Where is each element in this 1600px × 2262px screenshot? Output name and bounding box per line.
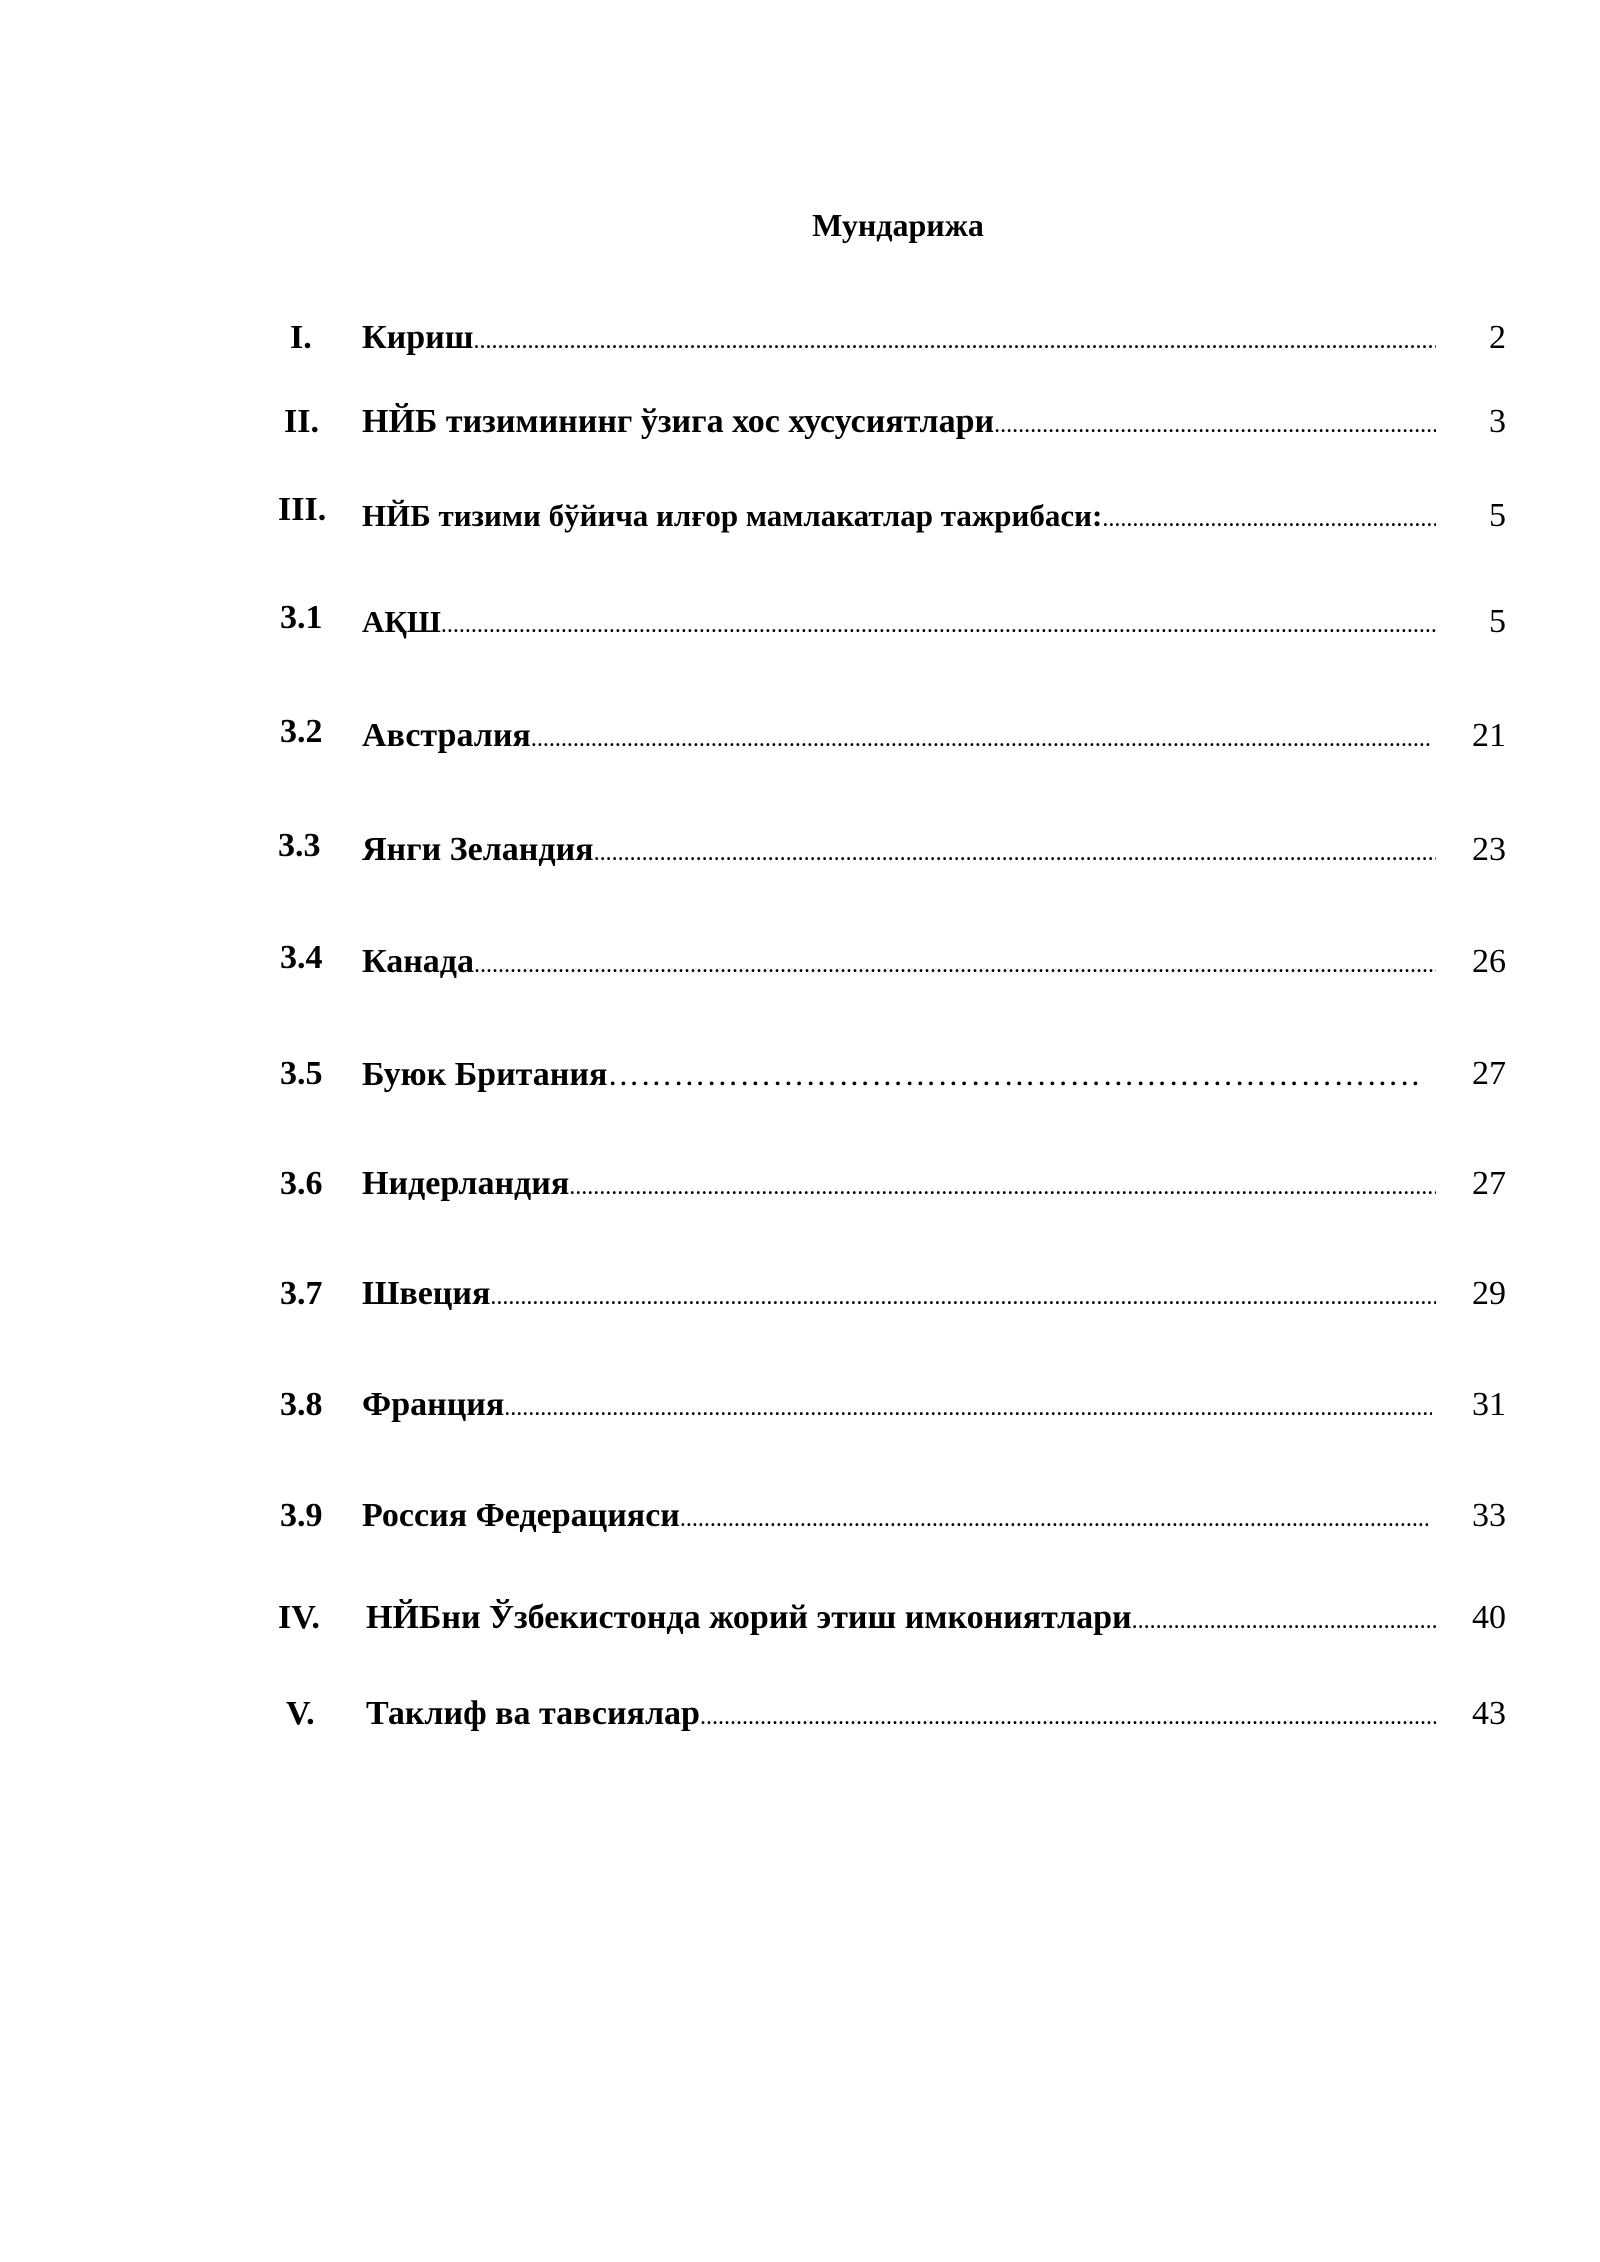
toc-entry-10 — [0, 1274, 1600, 1322]
toc-entry-label: Франция — [362, 1386, 505, 1423]
toc-entry-14 — [0, 1694, 1600, 1742]
toc-entry-number: 3.6 — [280, 1165, 323, 1202]
toc-dot-leader — [994, 405, 1436, 445]
toc-entry-label-line — [362, 830, 1436, 878]
toc-entry-number: I. — [290, 319, 312, 356]
toc-entry-number: IV. — [278, 1599, 320, 1636]
toc-dot-leader — [607, 1054, 1422, 1094]
toc-entry-number: 3.1 — [280, 599, 323, 636]
toc-dot-leader — [504, 1388, 1432, 1428]
toc-entry-number: 3.4 — [280, 939, 323, 976]
toc-entry-5 — [0, 713, 1600, 764]
toc-entry-label-line — [362, 1274, 1436, 1322]
toc-entry-page: 23 — [1472, 831, 1506, 868]
toc-entry-page: 31 — [1472, 1386, 1506, 1423]
toc-entry-label: Россия Федерацияси — [362, 1497, 680, 1534]
toc-entry-4 — [0, 599, 1600, 650]
toc-entry-number: 3.3 — [278, 827, 321, 864]
toc-entry-page: 5 — [1489, 603, 1506, 640]
toc-entry-label-line — [362, 1385, 1432, 1433]
toc-entry-page: 33 — [1472, 1497, 1506, 1534]
toc-dot-leader — [594, 833, 1436, 873]
toc-entry-label: Кириш — [362, 319, 474, 356]
toc-entry-13 — [0, 1598, 1600, 1646]
toc-dot-leader — [1102, 499, 1436, 539]
toc-entry-6 — [0, 827, 1600, 878]
toc-entry-1 — [0, 318, 1600, 366]
toc-entry-number: III. — [278, 491, 327, 528]
toc-entry-label: НЙБни Ўзбекистонда жорий этиш имкониятлари — [366, 1599, 1132, 1636]
toc-entry-label-line — [366, 1694, 1436, 1742]
toc-entry-2 — [0, 402, 1600, 450]
toc-entry-label: Таклиф ва тавсиялар — [366, 1695, 700, 1732]
toc-entry-page: 3 — [1489, 403, 1506, 440]
toc-entry-number: 3.9 — [280, 1497, 323, 1534]
toc-entry-page: 26 — [1472, 943, 1506, 980]
toc-entry-label-line — [362, 318, 1436, 366]
toc-entry-page: 5 — [1489, 497, 1506, 534]
toc-entry-number: 3.5 — [280, 1055, 323, 1092]
toc-entry-label-line — [362, 942, 1436, 990]
toc-entry-12 — [0, 1496, 1600, 1544]
toc-entry-page: 27 — [1472, 1165, 1506, 1202]
toc-entry-8 — [0, 1054, 1600, 1102]
toc-entry-page: 2 — [1489, 319, 1506, 356]
toc-entry-label-line — [362, 496, 1436, 544]
toc-entry-number: II. — [284, 403, 319, 440]
toc-entry-3 — [0, 491, 1600, 544]
toc-dot-leader — [441, 605, 1436, 645]
toc-entry-label: АҚШ — [362, 604, 441, 639]
toc-dot-leader — [474, 945, 1436, 985]
toc-entry-page: 40 — [1472, 1599, 1506, 1636]
toc-entry-label: Австралия — [362, 717, 531, 754]
toc-entry-label-line — [362, 1496, 1428, 1544]
toc-entry-number: 3.7 — [280, 1275, 323, 1312]
toc-entry-label: Янги Зеландия — [362, 831, 594, 868]
toc-entry-page: 43 — [1472, 1695, 1506, 1732]
toc-entry-9 — [0, 1164, 1600, 1212]
toc-entry-7 — [0, 939, 1600, 990]
toc-dot-leader — [680, 1499, 1428, 1539]
toc-entry-number: 3.2 — [280, 713, 323, 750]
toc-dot-leader — [569, 1167, 1436, 1207]
toc-entry-label: Нидерландия — [362, 1165, 570, 1202]
toc-entry-label: НЙБ тизимининг ўзига хос хусусиятлари — [362, 403, 995, 440]
toc-entry-label: Канада — [362, 943, 474, 980]
toc-entry-number: V. — [286, 1695, 315, 1732]
toc-entry-label-line — [362, 602, 1436, 650]
toc-entry-label: НЙБ тизими бўйича илғор мамлакатлар тажрибаси: — [362, 498, 1103, 533]
toc-entry-label-line — [366, 1598, 1436, 1646]
toc-entry-label-line — [362, 1054, 1422, 1102]
toc-dot-leader — [700, 1697, 1436, 1737]
toc-entry-label-line — [362, 716, 1432, 764]
toc-title: Мундарижа — [812, 207, 984, 243]
toc-dot-leader — [490, 1277, 1436, 1317]
toc-entry-number: 3.8 — [280, 1386, 323, 1423]
toc-dot-leader — [531, 719, 1432, 759]
toc-dot-leader — [1132, 1601, 1436, 1641]
toc-entry-page: 21 — [1472, 717, 1506, 754]
toc-entry-label-line — [362, 1164, 1436, 1212]
toc-dot-leader — [473, 321, 1436, 361]
toc-entry-label-line — [362, 402, 1436, 450]
toc-entry-11 — [0, 1385, 1600, 1433]
toc-entry-label: Буюк Британия — [362, 1056, 608, 1093]
toc-entry-page: 27 — [1472, 1055, 1506, 1092]
toc-entry-page: 29 — [1472, 1275, 1506, 1312]
toc-entry-label: Швеция — [362, 1275, 491, 1312]
